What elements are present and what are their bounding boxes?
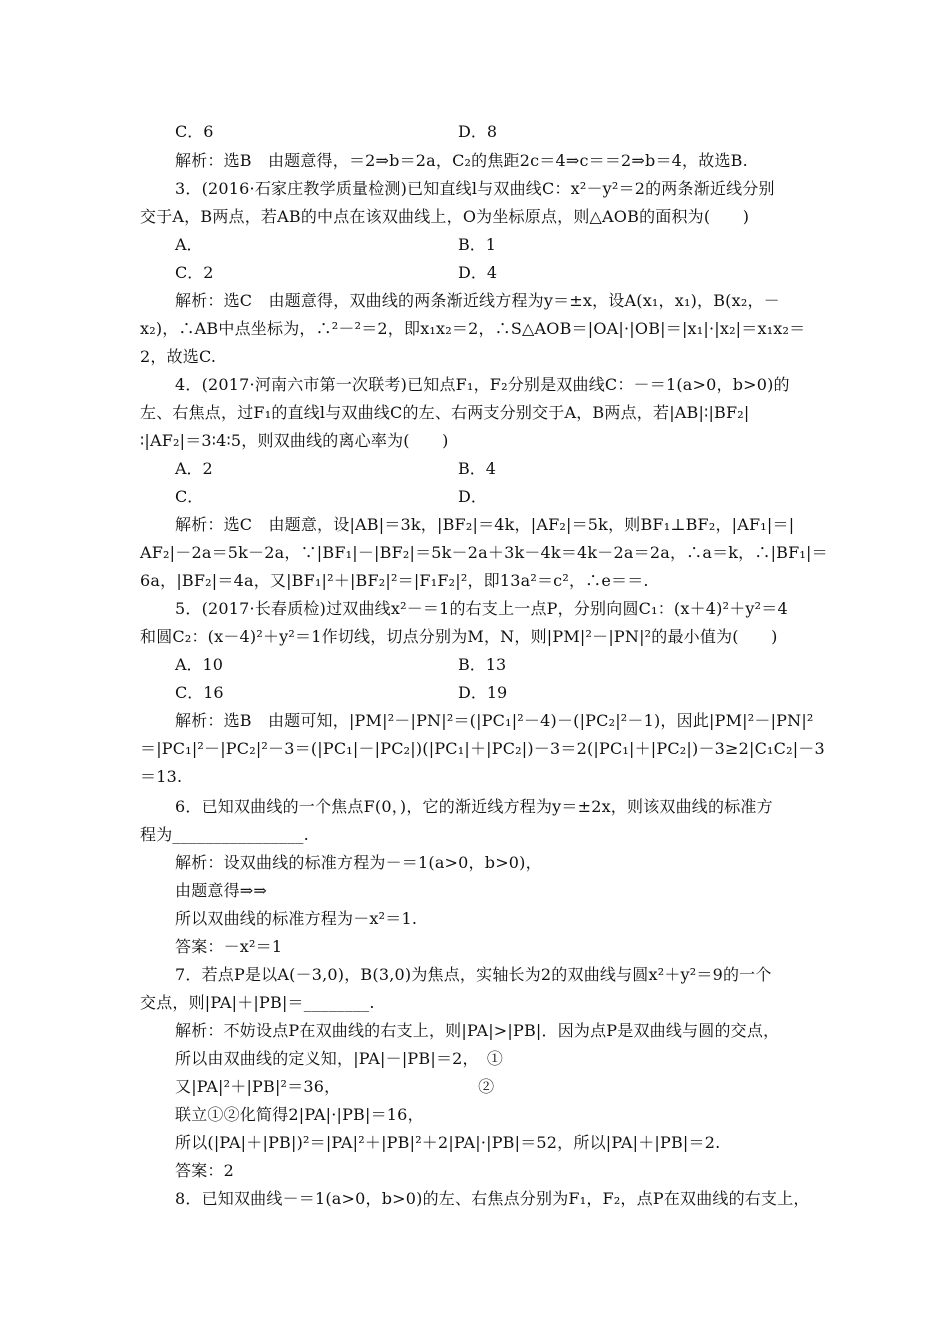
text-line: 程为________________. bbox=[140, 825, 309, 844]
answer-option: C． bbox=[175, 487, 204, 506]
text-line: 解析：设双曲线的标准方程为－＝1(a>0，b>0)， bbox=[175, 853, 542, 872]
answer-option: D．4 bbox=[458, 263, 498, 282]
text-line: 所以(|PA|＋|PB|)²＝|PA|²＋|PB|²＋2|PA|·|PB|＝52，所以|PA|＋|PB|＝2. bbox=[175, 1133, 721, 1152]
text-line: 由题意得⇒⇒ bbox=[175, 881, 268, 900]
text-line: 和圆C₂：(x－4)²＋y²＝1作切线，切点分别为M，N，则|PM|²－|PN|²的最小值为( ) bbox=[140, 627, 778, 646]
text-line: 交于A，B两点，若AB的中点在该双曲线上，O为坐标原点，则△AOB的面积为( ) bbox=[140, 207, 750, 226]
answer-option: C．6 bbox=[175, 122, 214, 141]
text-line: x₂)，∴AB中点坐标为，∴²－²＝2，即x₁x₂＝2，∴S△AOB＝|OA|·|OB|＝|x₁|·|x₂|＝x₁x₂＝ bbox=[140, 319, 806, 338]
text-line: 所以由双曲线的定义知，|PA|－|PB|＝2， ① bbox=[175, 1049, 504, 1068]
text-line: 6a，|BF₂|＝4a，又|BF₁|²＋|BF₂|²＝|F₁F₂|²，即13a²＝c²，∴e＝＝. bbox=[140, 571, 649, 590]
text-line: 交点，则|PA|＋|PB|＝________. bbox=[140, 993, 375, 1012]
text-line: 联立①②化简得2|PA|·|PB|＝16， bbox=[175, 1105, 424, 1124]
answer-option: D．8 bbox=[458, 122, 498, 141]
text-line: 答案：2 bbox=[175, 1161, 234, 1180]
text-line: ＝13. bbox=[140, 767, 183, 786]
answer-option: A．10 bbox=[175, 655, 223, 674]
answer-option: C．2 bbox=[175, 263, 214, 282]
answer-option: B．4 bbox=[458, 459, 496, 478]
answer-option: A．2 bbox=[175, 459, 213, 478]
text-line: 解析：选B 由题意得，＝2⇒b＝2a，C₂的焦距2c＝4⇒c＝＝2⇒b＝4，故选B. bbox=[175, 151, 748, 170]
text-line: 5．(2017·长春质检)过双曲线x²－＝1的右支上一点P，分别向圆C₁：(x＋4)²＋y²＝4 bbox=[175, 599, 788, 618]
text-line: 所以双曲线的标准方程为－x²＝1. bbox=[175, 909, 418, 928]
text-line: AF₂|－2a＝5k－2a，∵|BF₁|－|BF₂|＝5k－2a＋3k－4k＝4k－2a＝2a，∴a＝k，∴|BF₁|＝ bbox=[140, 543, 828, 562]
answer-option: D．19 bbox=[458, 683, 508, 702]
answer-option: A． bbox=[175, 235, 203, 254]
text-line: ＝|PC₁|²－|PC₂|²－3＝(|PC₁|－|PC₂|)(|PC₁|＋|PC₂|)－3＝2(|PC₁|＋|PC₂|)－3≥2|C₁C₂|－3 bbox=[140, 739, 825, 758]
answer-option: C．16 bbox=[175, 683, 224, 702]
text-line: 2，故选C. bbox=[140, 347, 217, 366]
text-line: 解析：不妨设点P在双曲线的右支上，则|PA|>|PB|．因为点P是双曲线与圆的交点， bbox=[175, 1021, 780, 1040]
text-line: 答案：－x²＝1 bbox=[175, 937, 283, 956]
text-line: 左、右焦点，过F₁的直线l与双曲线C的左、右两支分别交于A，B两点，若|AB|∶|BF₂| bbox=[140, 403, 750, 422]
answer-option: B．13 bbox=[458, 655, 507, 674]
text-line: 解析：选C 由题意，设|AB|＝3k，|BF₂|＝4k，|AF₂|＝5k，则BF₁⊥BF₂，|AF₁|＝| bbox=[175, 515, 795, 534]
text-line: 8．已知双曲线－＝1(a>0，b>0)的左、右焦点分别为F₁，F₂，点P在双曲线的右支上， bbox=[175, 1189, 810, 1208]
text-line: 解析：选B 由题可知，|PM|²－|PN|²＝(|PC₁|²－4)－(|PC₂|²－1)，因此|PM|²－|PN|² bbox=[175, 711, 814, 730]
answer-option: D． bbox=[458, 487, 487, 506]
text-line: 解析：选C 由题意得，双曲线的两条渐近线方程为y＝±x，设A(x₁，x₁)，B(x₂，－ bbox=[175, 291, 780, 310]
answer-option: B．1 bbox=[458, 235, 496, 254]
text-line: 又|PA|²＋|PB|²＝36， ② bbox=[175, 1077, 495, 1096]
text-line: 4．(2017·河南六市第一次联考)已知点F₁，F₂分别是双曲线C：－＝1(a>0，b>0)的 bbox=[175, 375, 790, 394]
text-line: 3．(2016·石家庄教学质量检测)已知直线l与双曲线C：x²－y²＝2的两条渐近线分别 bbox=[175, 179, 775, 198]
text-line: 6．已知双曲线的一个焦点F(0，)，它的渐近线方程为y＝±2x，则该双曲线的标准方 bbox=[175, 797, 773, 816]
text-line: ∶|AF₂|＝3∶4∶5，则双曲线的离心率为( ) bbox=[140, 431, 449, 450]
text-line: 7．若点P是以A(－3,0)，B(3,0)为焦点，实轴长为2的双曲线与圆x²＋y²＝9的一个 bbox=[175, 965, 772, 984]
